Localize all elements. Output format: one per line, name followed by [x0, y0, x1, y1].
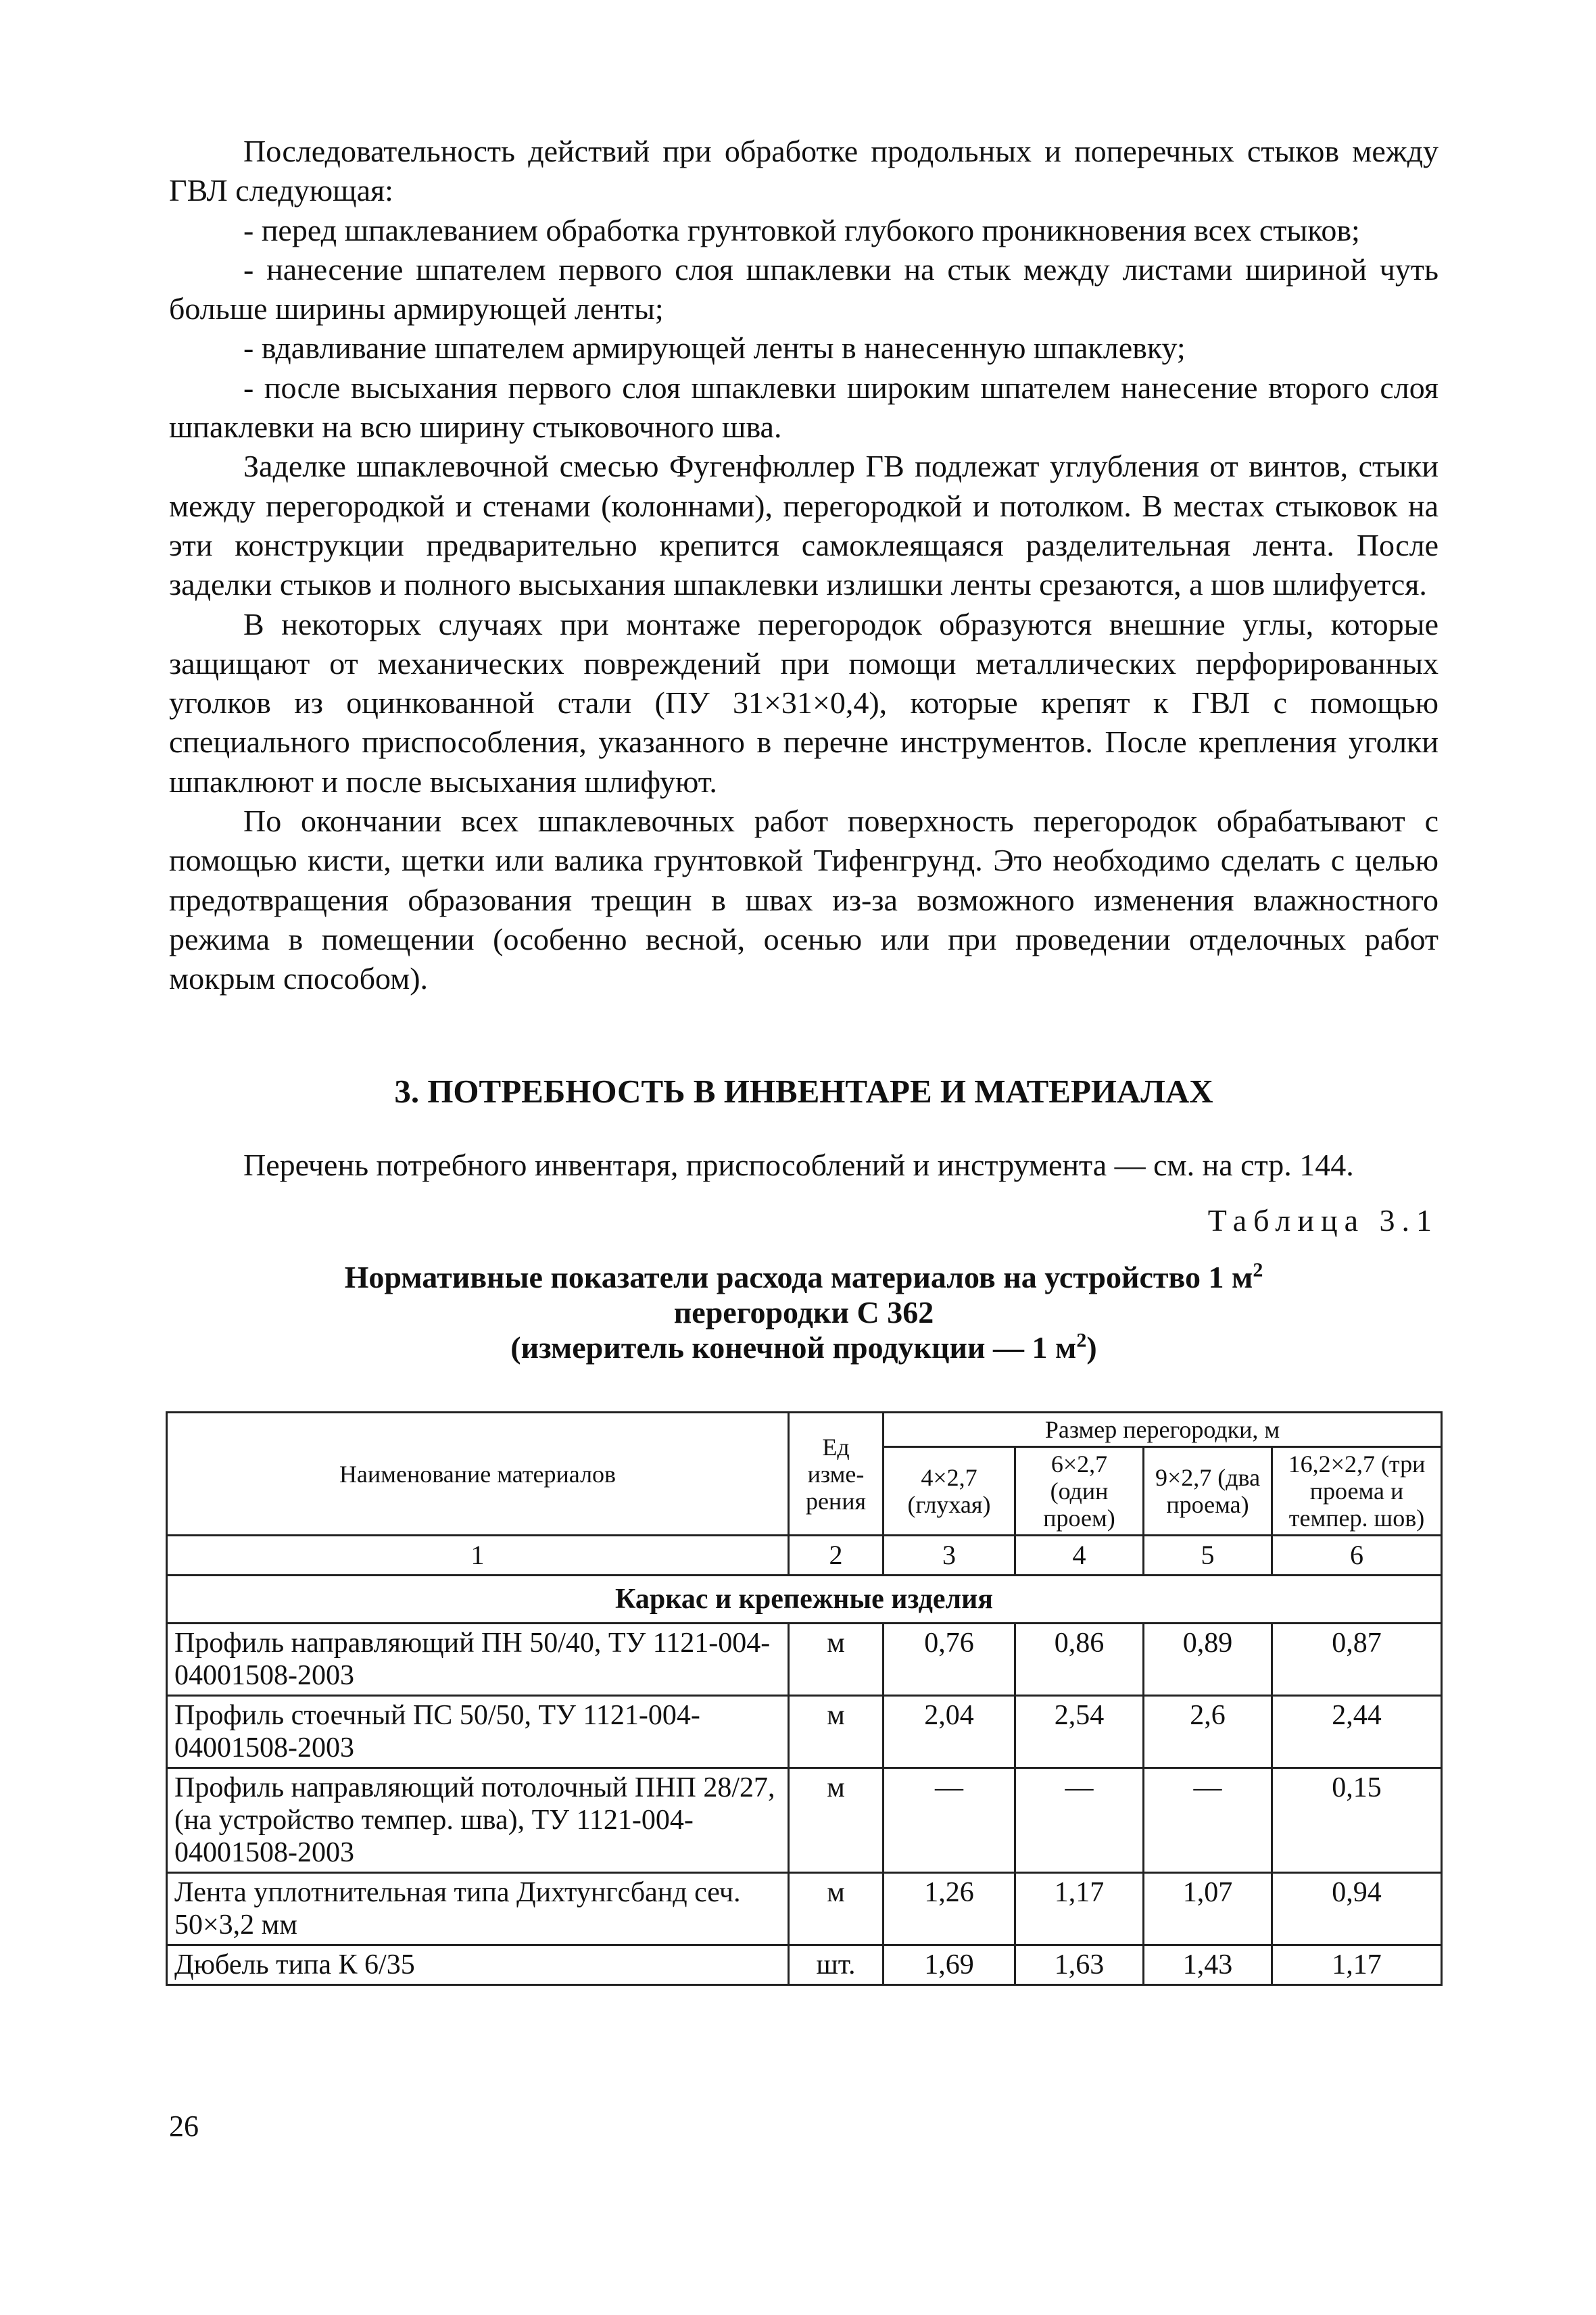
list-item: - после высыхания первого слоя шпаклевки широким шпателем нанесение второго слоя шпаклевки на всю ширину стыковочного шва.: [169, 370, 1438, 445]
table-row: [167, 1768, 1442, 1873]
paragraph: Заделке шпаклевочной смесью Фугенфюллер ГВ подлежат углубления от винтов, стыки между перегородкой и стенами (колоннами), перегородкой и потолком. В местах стыковок на эти конструкции предварительно крепится самоклеящаяся разделительная лента. После заделки стыков и полного высыхания шпаклевки излишки ленты срезаются, а шов шлифуется.: [169, 449, 1438, 602]
table-row: [167, 1624, 1442, 1696]
materials-table: [166, 1411, 1443, 1986]
list-item: - вдавливание шпателем армирующей ленты в нанесенную шпаклевку;: [243, 331, 1186, 366]
material-unit: м: [789, 1696, 884, 1768]
caption-line: перегородки С 362: [673, 1295, 934, 1330]
column-number: 4: [1015, 1536, 1144, 1576]
material-name: Профиль направляющий ПН 50/40, ТУ 1121-004-04001508-2003: [167, 1624, 789, 1696]
column-number: 2: [789, 1536, 884, 1576]
value-cell: 1,17: [1015, 1873, 1144, 1945]
material-unit: м: [789, 1768, 884, 1873]
table-header-row: [167, 1413, 1442, 1447]
value-cell: —: [1144, 1768, 1272, 1873]
column-number: 3: [884, 1536, 1015, 1576]
column-number: 1: [167, 1536, 789, 1576]
value-cell: 0,89: [1144, 1624, 1272, 1696]
value-cell: 2,6: [1144, 1696, 1272, 1768]
value-cell: 0,94: [1272, 1873, 1442, 1945]
value-cell: —: [884, 1768, 1015, 1873]
header-size: 9×2,7 (два проема): [1144, 1447, 1272, 1536]
value-cell: 0,87: [1272, 1624, 1442, 1696]
header-size-group: Размер перегородки, м: [884, 1413, 1442, 1447]
caption-superscript: 2: [1076, 1329, 1087, 1352]
header-size: 16,2×2,7 (три проема и темпер. шов): [1272, 1447, 1442, 1536]
caption-line: [169, 1260, 1438, 1295]
value-cell: 2,04: [884, 1696, 1015, 1768]
paragraph: По окончании всех шпаклевочных работ поверхность перегородок обрабатывают с помощью кисти, щетки или валика грунтовкой Тифенгрунд. Это необходимо сделать с целью предотвращения образования трещин в швах из-за возможного изменения влажностного режима в помещении (особенно весной, осенью или при проведении отделочных работ мокрым способом).: [169, 804, 1438, 996]
value-cell: 1,63: [1015, 1945, 1144, 1985]
caption-line: [169, 1330, 1438, 1365]
paragraph: Последовательность действий при обработке продольных и поперечных стыков между ГВЛ следующая:: [169, 134, 1438, 208]
material-unit: м: [789, 1624, 884, 1696]
page-number: 26: [169, 2110, 199, 2143]
table-caption: [169, 1260, 1438, 1365]
value-cell: 0,15: [1272, 1768, 1442, 1873]
paragraph: В некоторых случаях при монтаже перегородок образуются внешние углы, которые защищают от механических повреждений при помощи металлических перфорированных уголков из оцинкованной стали (ПУ 31×31×0,4), которые крепят к ГВЛ с помощью специального приспособления, указанного в перечне инструментов. После крепления уголки шпаклюют и после высыхания шлифуют.: [169, 606, 1438, 799]
header-unit: Ед изме-рения: [789, 1413, 884, 1536]
group-row: [167, 1576, 1442, 1624]
caption-superscript: 2: [1253, 1259, 1263, 1282]
header-name: Наименование материалов: [167, 1413, 789, 1536]
header-size: 4×2,7 (глухая): [884, 1447, 1015, 1536]
value-cell: 1,26: [884, 1873, 1015, 1945]
header-size: 6×2,7 (один проем): [1015, 1447, 1144, 1536]
group-title: Каркас и крепежные изделия: [167, 1576, 1442, 1624]
reference-line: Перечень потребного инвентаря, приспособлений и инструмента — см. на стр. 144.: [243, 1148, 1354, 1182]
value-cell: 1,43: [1144, 1945, 1272, 1985]
value-cell: 0,86: [1015, 1624, 1144, 1696]
material-name: Дюбель типа К 6/35: [167, 1945, 789, 1985]
list-item: - нанесение шпателем первого слоя шпаклевки на стык между листами шириной чуть больше ширины армирующей ленты;: [169, 251, 1438, 326]
section-title: 3. ПОТРЕБНОСТЬ В ИНВЕНТАРЕ И МАТЕРИАЛАХ: [394, 1073, 1213, 1110]
value-cell: 1,07: [1144, 1873, 1272, 1945]
column-number: 5: [1144, 1536, 1272, 1576]
table-label: Таблица 3.1: [1207, 1203, 1438, 1238]
material-name: Профиль стоечный ПС 50/50, ТУ 1121-004-04001508-2003: [167, 1696, 789, 1768]
caption-text: ): [1086, 1330, 1097, 1365]
column-number: 6: [1272, 1536, 1442, 1576]
value-cell: 2,44: [1272, 1696, 1442, 1768]
caption-text: Нормативные показатели расхода материалов на устройство 1 м: [344, 1260, 1253, 1294]
value-cell: 1,17: [1272, 1945, 1442, 1985]
list-item: - перед шпаклеванием обработка грунтовкой глубокого проникновения всех стыков;: [243, 212, 1360, 247]
caption-text: (измеритель конечной продукции — 1 м: [510, 1330, 1077, 1365]
body-text: [169, 132, 1438, 999]
value-cell: 0,76: [884, 1624, 1015, 1696]
table-row: [167, 1873, 1442, 1945]
value-cell: 2,54: [1015, 1696, 1144, 1768]
table-row: [167, 1945, 1442, 1985]
value-cell: 1,69: [884, 1945, 1015, 1985]
material-unit: м: [789, 1873, 884, 1945]
material-unit: шт.: [789, 1945, 884, 1985]
material-name: Лента уплотнительная типа Дихтунгсбанд сеч. 50×3,2 мм: [167, 1873, 789, 1945]
column-numbers-row: [167, 1536, 1442, 1576]
material-name: Профиль направляющий потолочный ПНП 28/27, (на устройство темпер. шва), ТУ 1121-004-04001508-2003: [167, 1768, 789, 1873]
value-cell: —: [1015, 1768, 1144, 1873]
table-row: [167, 1696, 1442, 1768]
